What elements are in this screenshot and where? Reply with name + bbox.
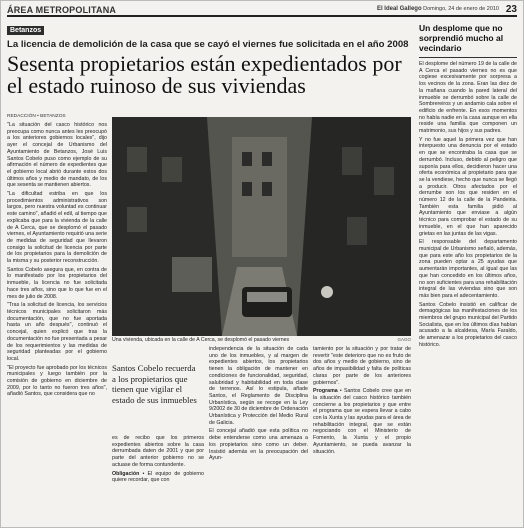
section-title: ÁREA METROPOLITANA <box>7 5 117 15</box>
article-headline: Sesenta propietarios están expedientados por el estado ruinoso de sus viviendas <box>7 51 402 98</box>
col2-paragraph: es de recibo que los primeros expedientes abiertos sobre la casa derrumbada daten de 2001 y que por parte del anterior gobierno no se actuase de forma contundente. <box>112 435 204 468</box>
sidebar-paragraph: Santos Cobelo insistió en calificar de demagógicas las manifestaciones de los miembros del grupo municipal del Partido Socialista, que en los últimos días habían acusado a la alcaldesa, María Faraldo, de amenazar a los propietarios del casco histórico. <box>419 301 517 348</box>
article-column-1 <box>7 122 107 524</box>
page-header <box>7 5 517 17</box>
col1-paragraph: "Tras la solicitud de licencia, los servicios técnicos municipales solicitaron más documentación, que no fue aportada hasta un año después", continuó el concejal, quien explicó que tras la documentación no fue presentada a pesar de los requerimientos y las medidas de seguridad planteadas por el gobierno local. <box>7 302 107 362</box>
col1-paragraph: "La dificultad estriba en que los procedimientos administrativos son largos, pero nuestra voluntad es continuar este camino", añadió el edil, al tiempo que explicaba que para la vivienda de la calle de A Cerca, que se desplomó el pasado viernes, el Ayuntamiento requirió una serie de medidas de seguridad que llevaron consigo la solicitud de licencia por parte de los propietarios para la demolición de la misma y su posterior reconstrucción. <box>7 191 107 265</box>
col1-paragraph: "El proyecto fue aprobado por los técnicos municipales y luego también por la comisión de gobierno en diciembre de 2009, por lo tanto no fueron tres años", añadió Santos, que considera que no <box>7 364 107 398</box>
publication-date: Domingo, 24 de enero de 2010 <box>423 6 499 12</box>
pull-quote: Santos Cobelo recuerda a los propietarios que tienen que vigilar el estado de sus inmuebles <box>112 363 197 405</box>
sidebar-article <box>419 23 517 523</box>
publication-name: El Ideal Gallego <box>376 6 422 12</box>
article-byline: REDACCIÓN • BETANZOS <box>7 114 66 119</box>
col4-paragraph: tamiento por la situación y por tratar de revertir "este deterioro que no es fruto de dos años y medio de gobierno, sino de años de impasibilidad y falta de políticas claras por parte de los anteriores gobiernos". <box>313 346 411 386</box>
page-number: 23 <box>505 4 517 15</box>
col2-paragraph: Obligación • El equipo de gobierno quiere recordar, que con <box>112 470 204 484</box>
photo-caption-text: Una vivienda, ubicada en la calle de A Cerca, se desplomó el pasado viernes <box>112 337 290 343</box>
col3-paragraph: independencia de la situación de cada uno de los inmuebles, y al margen de expedientes abiertos, los propietarios tienen la obligación de mantener en condiciones de funcionalidad, seguridad, salubridad y habitabilidad en toda clase de terrenos. Así lo estipula, añade Santos, el Reglamento de Disciplina Urbanística, según se recoge en la Ley 9/2002 de 30 de diciembre de Ordenación Urbanística y Protección del Medio Rural de Galicia. <box>209 346 308 426</box>
article-column-3 <box>209 346 308 524</box>
article-kicker: La licencia de demolición de la casa que se cayó el viernes fue solicitada en el año 2008 <box>7 39 409 50</box>
col1-paragraph: "La situación del casco histórico nos preocupa como nunca antes les preocupó a los anteriores gobiernos locales", dijo ayer el concejal de Urbanismo del Ayuntamiento de Betanzos, José Luis Santos Cobelo puso como ejemplo de su afirmación el número de expedientes que el gobierno local abrió durante estos dos últimos años y medio de mandato, de los que sesenta se mantienen abiertos. <box>7 122 107 189</box>
col4-paragraph: Programa • Santos Cobelo cree que en la situación del casco histórico también concierne a los propietarios y que entre el programa que se espera llevar a cabo con la Xunta y las ayudas para el área de rehabilitación integral, que se están negociando con el Ministerio de Fomento, la Xunta y el propio Ayuntamiento, se pueda avanzar la situación. <box>313 388 411 455</box>
subhead-lead: Obligación <box>112 470 140 477</box>
photo-caption <box>112 337 411 343</box>
photo-credit: GAGO <box>397 337 411 342</box>
col1-paragraph: Santos Cobelo asegura que, en contra de lo manifestado por los propietarios del inmueble, la licencia no fue solicitada hace tres años, sino que lo que fue en el mes de julio de 2008. <box>7 266 107 300</box>
col3-paragraph: El concejal añadió que esta política no debe entenderse como una amenaza a los propietarios sino como un deber. Insistió además en la preocupación del Ayun- <box>209 428 308 462</box>
publication-info <box>377 6 499 12</box>
article-photo <box>112 117 411 336</box>
street-scene-image <box>112 117 411 336</box>
article-column-4 <box>313 346 411 524</box>
sidebar-paragraph: El responsable del departamento municipal de Urbanismo señaló, además, que para este año los propietarios de la zona pueden optar a 25 ayudas que aumentarán importantes, al igual que las que han concedido en los últimos años, no son suficientes para una rehabilitación integral de las viviendas sino que son más bien para el adecentamiento. <box>419 239 517 299</box>
sidebar-body <box>419 61 517 521</box>
sidebar-paragraph: El desplome del número 19 de la calle de A Cerca el pasado viernes no es que cogiese excesivamente por sorpresa a los vecinos de la zona. Eran las diez de la mañana cuando la pared lateral del inmueble se derrumbó sobre la calle de Sombrereiros y un andamio cala sobre el edificio de enfrente. En esos momentos no había nadie en la casa aunque en ella reside una familia que componen un matrimonio, sus hijos y sus padres. <box>419 61 517 135</box>
sidebar-paragraph: Y no fue aquel la primera vez que han interpuesto una denuncia por el estado en que se encontraba la casa que se derrumbó. Incluso, debido al peligro que suponía para ellos, decidieron hacer una oferta económica al propietario para que se la vendiese, hecho que nunca se llegó a producir. Otros afectados por el derrumbe son los que residen en el número 12 de la calle de la Pandeiria. También esta familia pidió al Ayuntamiento que enviase a algún técnico para comprobar el estado de su inmueble, en el que han aparecido grietas en las juntas de las vigas. <box>419 136 517 237</box>
sidebar-divider <box>419 57 517 58</box>
subhead-lead: Programa <box>313 388 338 395</box>
sidebar-title: Un desplome que no sorprendió mucho al vecindario <box>419 23 504 53</box>
article-column-2 <box>112 435 204 524</box>
location-tag: Betanzos <box>7 26 44 35</box>
